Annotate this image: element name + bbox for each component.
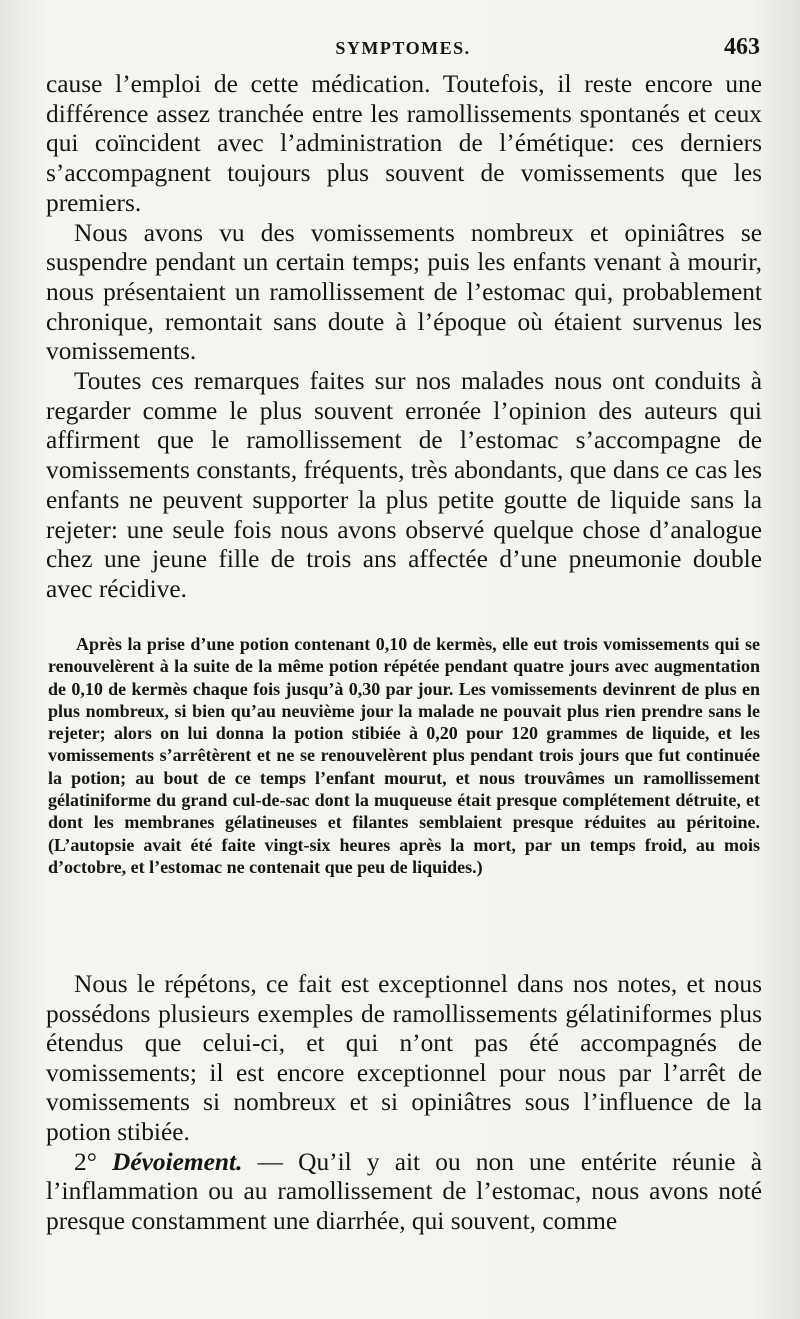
paragraph-vomissements: Nous avons vu des vomissements nombreux et opiniâtres se suspendre pendant un certain temps; puis les enfants venant à mourir, nous présentaient un ramollissement de l’estomac qui, probablement chronique, remontait sans doute à l’époque où étaient survenus les vomissements. (46, 218, 762, 366)
paragraph-remarques: Toutes ces remarques faites sur nos malades nous ont conduits à regarder comme le plus souvent erronée l’opinion des auteurs qui affirment que le ramollissement de l’estomac s’accompagne de vomissements constants, fréquents, très abondants, que dans ce cas les enfants ne peuvent supporter la plus petite goutte de liquide sans la rejeter: une seule fois nous avons observé quelque chose d’analogue chez une jeune fille de trois ans affectée d’une pneumonie double avec récidive. (46, 367, 762, 603)
page-header (46, 34, 760, 64)
section-heading: Dévoiement. (112, 1147, 243, 1176)
paragraph-continuation: cause l’emploi de cette médication. Toutefois, il reste encore une différence assez tranchée entre les ramollissements spontanés et ceux qui coïncident avec l’administration de l’émétique: ces derniers s’accompagnent toujours plus souvent de vomissements que les premiers. (46, 70, 762, 217)
paragraph-devoiement (46, 1148, 762, 1237)
page-number: 463 (724, 34, 760, 60)
section-text: — Qu’il y ait ou non une entérite réunie à l’inflammation ou au ramollissement de l’estomac, nous avons noté presque constamment une diarrhée, qui souvent, comme (46, 1147, 762, 1235)
main-text (46, 70, 762, 605)
lower-text (46, 970, 762, 1236)
running-title: SYMPTOMES. (335, 38, 471, 58)
section-number: 2° (74, 1147, 97, 1176)
case-note: Après la prise d’une potion contenant 0,10 de kermès, elle eut trois vomissements qui se renouvelèrent à la suite de la même potion répétée pendant quatre jours avec augmentation de 0,10 de kermès chaque fois jusqu’à 0,30 par jour. Les vomissements devinrent de plus en plus nombreux, si bien qu’au neuvième jour la malade ne pouvait plus rien prendre sans le rejeter; alors on lui donna la potion stibiée à 0,20 pour 120 grammes de liquide, et les vomissements s’arrêtèrent et ne se renouvelèrent plus pendant trois jours que fut continuée la potion; au bout de ce temps l’enfant mourut, et nous trouvâmes un ramollissement gélatiniforme du grand cul-de-sac dont la muqueuse était presque complétement détruite, et dont les membranes gélatineuses et filantes semblaient presque réduites au péritoine. (L’autopsie avait été faite vingt-six heures après la mort, par un temps froid, au mois d’octobre, et l’estomac ne contenait que peu de liquides.) (48, 634, 760, 877)
paragraph-repetons: Nous le répétons, ce fait est exceptionnel dans nos notes, et nous possédons plusieurs exemples de ramollissements gélatiniformes plus étendus que celui-ci, et qui n’ont pas été accompagnés de vomissements; il est encore exceptionnel pour nous par l’arrêt de vomissements si nombreux et si opiniâtres sous l’influence de la potion stibiée. (46, 970, 762, 1146)
